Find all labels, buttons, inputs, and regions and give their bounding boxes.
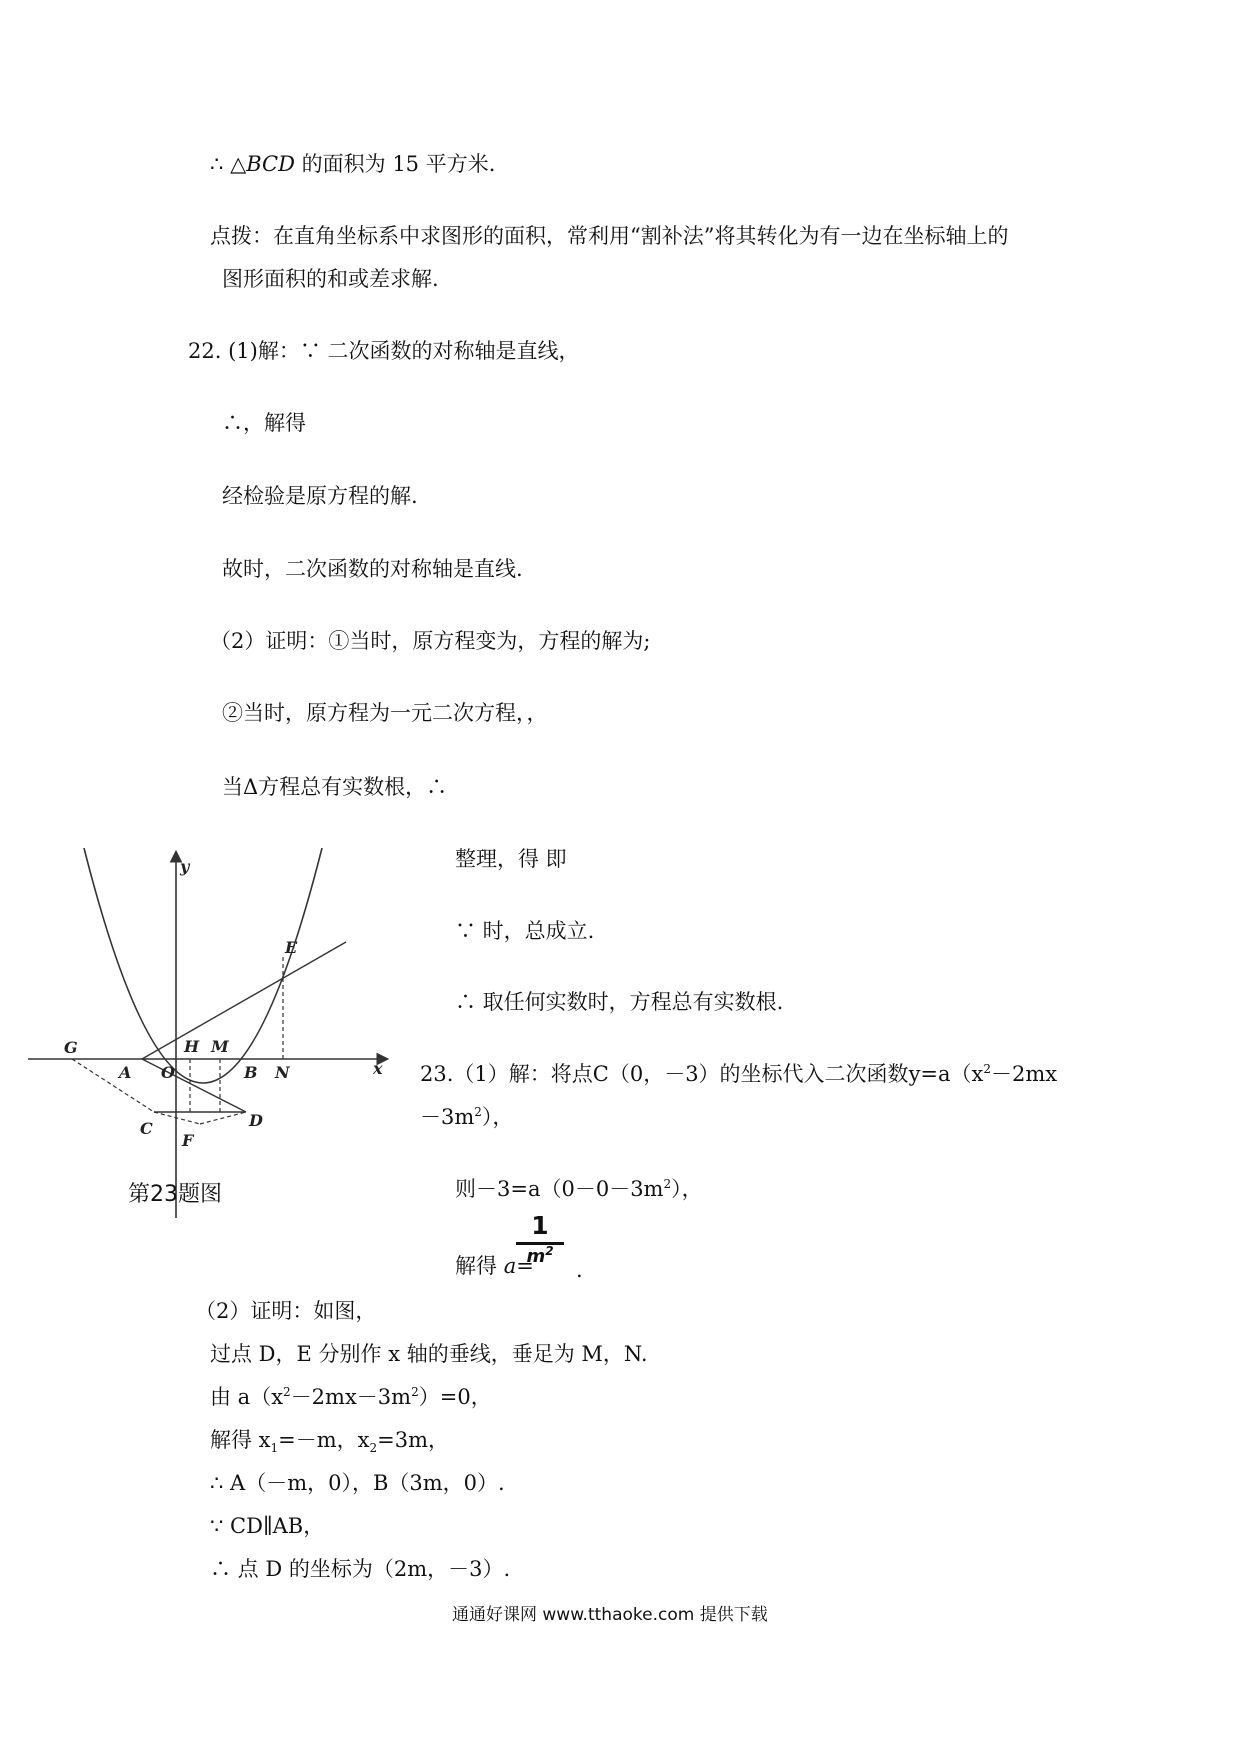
q23-line-2: $-3m^2$）， xyxy=(420,1105,514,1129)
label-m: M xyxy=(211,1037,229,1056)
q23-line-11: ∴ 点 D 的坐标为（2m，－3）. xyxy=(210,1557,511,1581)
dash-cf xyxy=(154,1112,200,1124)
q22-line-9: ∵ 时，总成立. xyxy=(455,919,595,943)
line-ae xyxy=(142,942,346,1059)
label-b: B xyxy=(244,1063,258,1082)
label-h: H xyxy=(184,1037,200,1056)
parabola-curve xyxy=(84,848,322,1083)
q23-line-3: 则$-3=a(0-0-3m^2)$， xyxy=(455,1177,703,1201)
parabola-figure xyxy=(28,848,398,1218)
q22-line-3: 经检验是原方程的解. xyxy=(222,484,418,508)
tip-line-1: 点拨：在直角坐标系中求图形的面积，常利用“割补法”将其转化为有一边在坐标轴上的 xyxy=(210,224,1009,248)
label-a: A xyxy=(119,1063,132,1082)
label-c: C xyxy=(140,1119,153,1138)
label-g: G xyxy=(64,1038,78,1057)
dash-fd xyxy=(200,1112,246,1124)
q23-line-6: 过点 D，E 分别作 x 轴的垂线，垂足为 M，N. xyxy=(210,1342,648,1366)
page-footer: 通通好课网 www.tthaoke.com 提供下载 xyxy=(452,1605,768,1625)
label-e: E xyxy=(285,938,298,957)
q22-line-5: （2）证明：①当时，原方程变为，方程的解为; xyxy=(210,629,651,653)
area-conclusion: ∴ △BCD 的面积为 15 平方米. xyxy=(210,152,496,176)
q23-line-5: （2）证明：如图， xyxy=(195,1299,377,1323)
label-y: y xyxy=(180,857,190,876)
q22-line-2: ∴，解得 xyxy=(222,411,306,435)
label-x: x xyxy=(373,1059,383,1078)
dash-gc xyxy=(72,1059,154,1112)
q22-line-7: 当Δ方程总有实数根，∴ xyxy=(222,775,448,799)
figure-caption: 第23题图 xyxy=(128,1182,222,1207)
label-o: O xyxy=(161,1063,175,1082)
tip-line-2: 图形面积的和或差求解. xyxy=(222,267,439,291)
q22-line-8: 整理，得 即 xyxy=(455,847,567,871)
q23-line-4-end: . xyxy=(576,1258,583,1282)
label-n: N xyxy=(275,1063,290,1082)
q23-line-7: 由 $a(x^2-2mx-3m^2)=0$， xyxy=(210,1385,492,1409)
q22-line-10: ∴ 取任何实数时，方程总有实数根. xyxy=(455,990,784,1014)
q22-line-1: 22. (1)解：∵ 二次函数的对称轴是直线， xyxy=(188,339,580,363)
fraction-one-over-m-squared: 1 $m^2$ xyxy=(508,1213,572,1271)
q23-line-4: 解得 a= xyxy=(455,1254,534,1278)
label-f: F xyxy=(182,1131,194,1150)
q23-line-9: ∴ A（－m，0），B（3m，0）. xyxy=(210,1471,505,1495)
line-ad xyxy=(142,1059,246,1112)
q22-line-6: ②当时，原方程为一元二次方程，， xyxy=(222,701,548,725)
q23-line-10: ∵ CD∥AB， xyxy=(210,1514,325,1538)
q22-line-4: 故时，二次函数的对称轴是直线. xyxy=(222,557,523,581)
q23-line-8: 解得 $x_1=-m$，$x_2=3m$， xyxy=(210,1428,450,1456)
label-d: D xyxy=(249,1111,263,1130)
q23-line-1: 23.（1）解：将点C（0，－3）的坐标代入二次函数$y=a(x^2-2mx$ xyxy=(420,1062,1058,1086)
